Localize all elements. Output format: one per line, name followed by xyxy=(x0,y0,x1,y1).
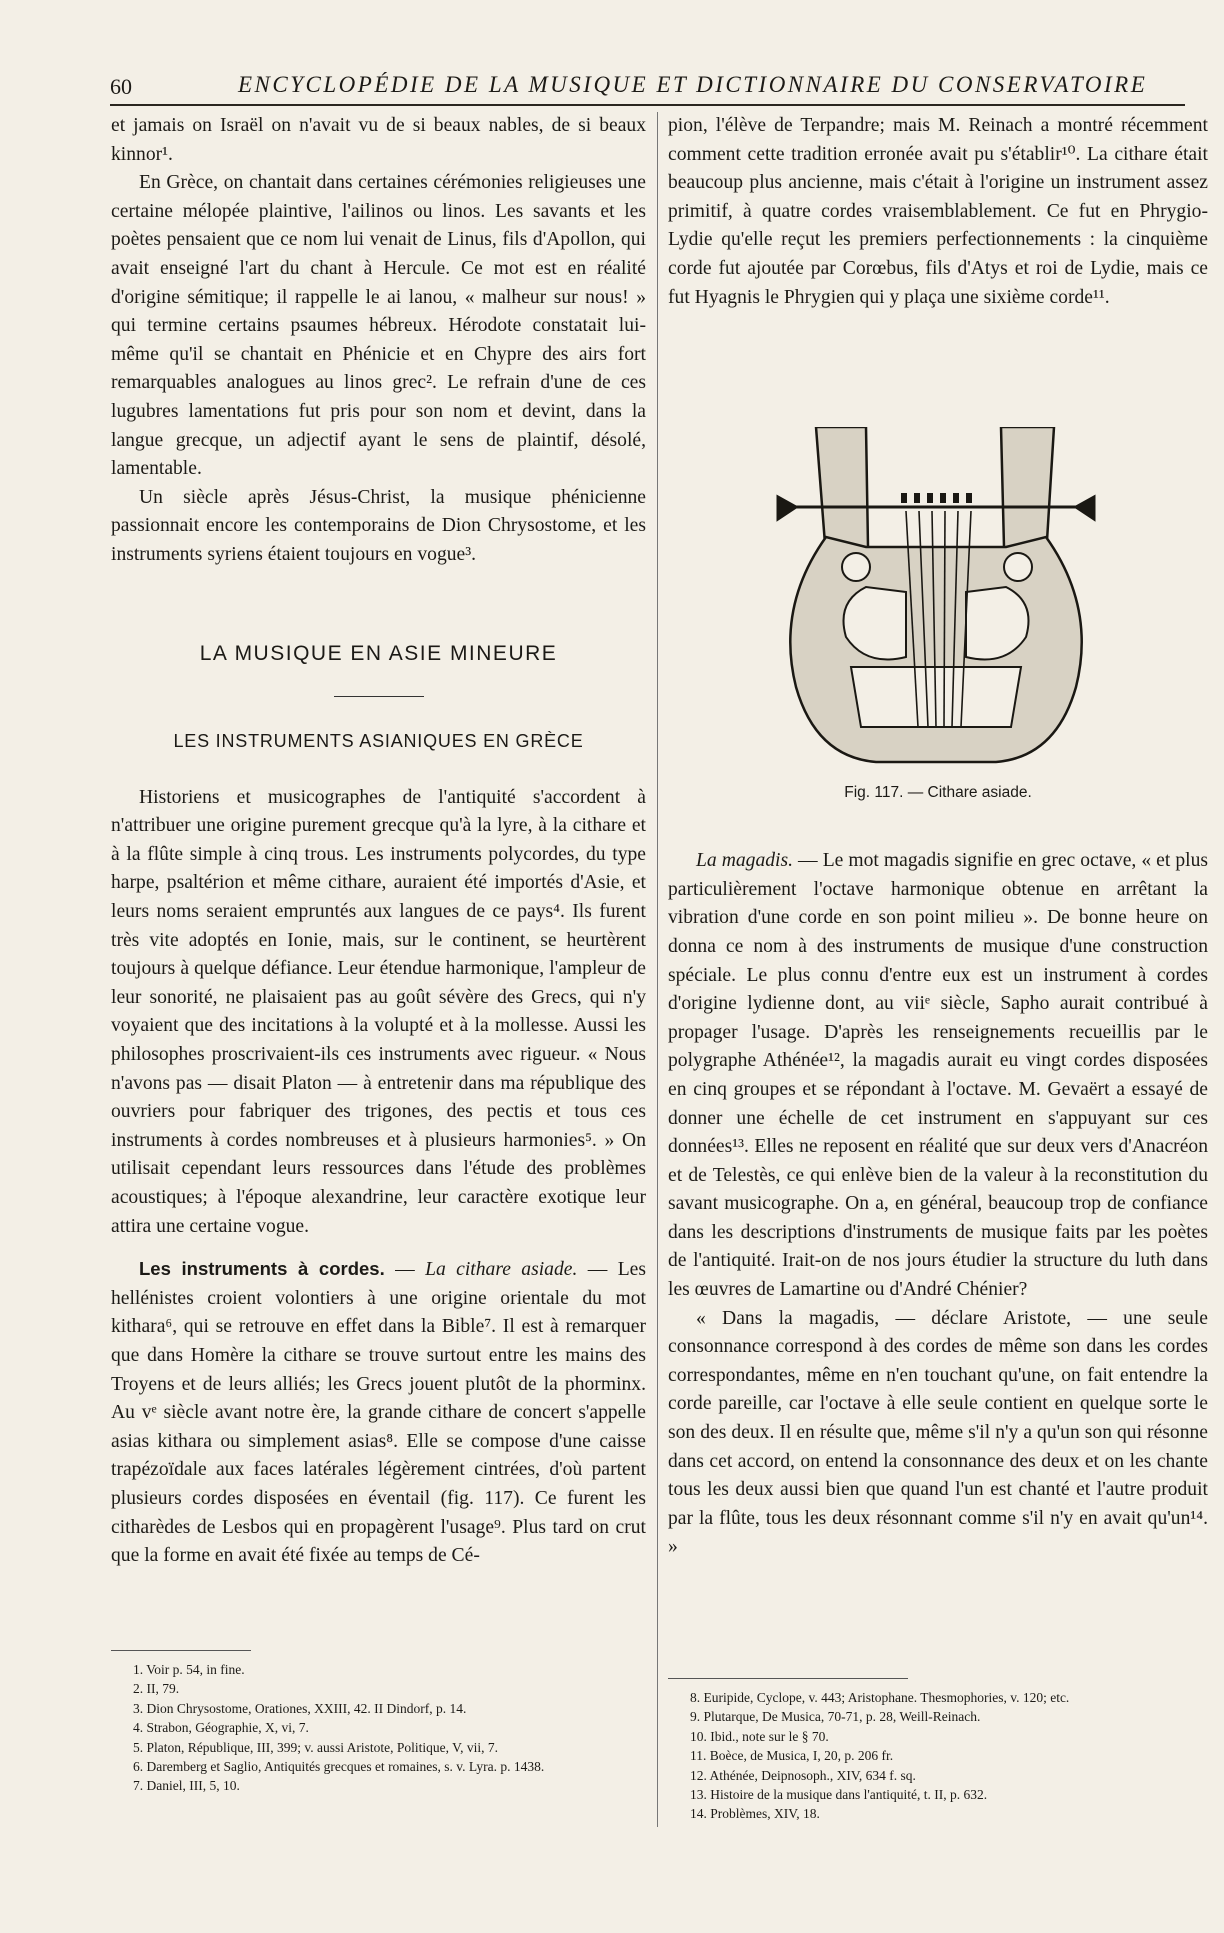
footnote: 11. Boèce, de Musica, I, 20, p. 206 fr. xyxy=(690,1748,894,1764)
footnote: 9. Plutarque, De Musica, 70-71, p. 28, Weill-Reinach. xyxy=(690,1709,981,1725)
left-column xyxy=(111,112,646,1571)
page-number: 60 xyxy=(110,74,132,99)
right-column xyxy=(668,112,1208,1562)
paragraph-cithare: Les instruments à cordes. — La cithare asiade. — Les hellénistes croient volontiers à une origine orientale du mot kithara⁶, qui se retrouve en effet dans la Bible⁷. Il est à remarquer que dans Homère la cithare se trouve surtout entre les mains des Troyens et de leurs alliés; les Grecs jouent plutôt de la phorminx. Au vᵉ siècle avant notre ère, la grande cithare de concert s'appelle asias kithara ou simplement asias⁸. Elle se compose d'une caisse trapézoïdale aux faces latérales légèrement cintrées, d'où partent plusieurs cordes disposées en éventail (fig. 117). Ce furent les citharèdes de Lesbos qui en propagèrent l'usage⁹. Plus tard on crut que la forme en avait été fixée au temps de Cé- xyxy=(111,1258,647,1567)
paragraph-subheading: La cithare asiade. xyxy=(425,1259,578,1281)
paragraph-lead: La magadis. xyxy=(696,850,794,872)
footnote: 4. Strabon, Géographie, X, vi, 7. xyxy=(133,1720,309,1736)
paragraph: pion, l'élève de Terpandre; mais M. Reinach a montré récemment comment cette tradition erronée avait pu s'établir¹⁰. La cithare était beaucoup plus ancienne, mais c'était à l'origine un instrument assez primitif, à quatre cordes vraisemblablement. Ce fut en Phrygio-Lydie qu'elle reçut les premiers perfectionnements : la cinquième corde fut ajoutée par Corœbus, fils d'Atys et roi de Lydie, mais ce fut Hyagnis le Phrygien qui y plaça une sixième corde¹¹. xyxy=(668,115,1208,308)
footnote: 13. Histoire de la musique dans l'antiquité, t. II, p. 632. xyxy=(690,1787,988,1803)
section-title: LA MUSIQUE EN ASIE MINEURE xyxy=(199,641,558,665)
footnote-rule xyxy=(111,1650,251,1651)
footnote-rule xyxy=(668,1678,908,1679)
cithara-illustration xyxy=(756,427,1116,777)
paragraph-body: Le mot magadis signifie en grec octave, « et plus particulièrement l'octave harmonique obtenue en arrêtant la vibration d'une corde en son point milieu ». De bonne heure on donna ce nom à des instruments de musique d'une construction spéciale. Le plus connu d'entre eux est un instrument à cordes d'origine lydienne dont, au viiᵉ siècle, Sapho aurait contribué à propager l'usage. D'après les renseignements recueillis par le polygraphe Athénée¹², la magadis aurait eu vingt cordes disposées en cinq groupes et se répondant à l'octave. M. Gevaërt a essayé de donner une échelle de cet instrument en s'appuyant sur ces données¹³. Elles ne reposent en réalité que sur deux vers d'Anacréon et de Telestès, ce qui enlève bien de la valeur à la reconstitution du savant musicographe. On a, en général, beaucoup trop de confiance dans les descriptions d'instruments de musique faits par les poètes de l'antiquité. Irait-on de nos jours étudier la structure du luth dans les œuvres de Lamartine ou d'André Chénier? xyxy=(668,850,1208,1301)
footnote: 3. Dion Chrysostome, Orationes, XXIII, 42. II Dindorf, p. 14. xyxy=(133,1700,467,1716)
column-divider xyxy=(657,112,658,1827)
section-rule xyxy=(334,696,424,697)
subsection-title: LES INSTRUMENTS ASIANIQUES EN GRÈCE xyxy=(173,731,584,752)
paragraph: et jamais on Israël on n'avait vu de si beaux nables, de si beaux kinnor¹. xyxy=(111,115,646,165)
paragraph-body: Les hellénistes croient volontiers à une origine orientale du mot kithara⁶, qui se retrouve en effet dans la Bible⁷. Il est à remarquer que dans Homère la cithare se trouve surtout entre les mains des Troyens et de leurs alliés; les Grecs jouent plutôt de la phorminx. Au vᵉ siècle avant notre ère, la grande cithare de concert s'appelle asias kithara ou simplement asias⁸. Elle se compose d'une caisse trapézoïdale aux faces latérales légèrement cintrées, d'où partent plusieurs cordes disposées en éventail (fig. 117). Ce furent les citharèdes de Lesbos qui en propagèrent l'usage⁹. Plus tard on crut que la forme en avait été fixée au temps de Cé- xyxy=(111,1259,647,1567)
footnote: 8. Euripide, Cyclope, v. 443; Aristophane. Thesmophories, v. 120; etc. xyxy=(690,1690,1070,1705)
figure-117 xyxy=(668,317,1208,847)
paragraph-magadis: La magadis. — Le mot magadis signifie en grec octave, « et plus particulièrement l'octave harmonique obtenue en arrêtant la vibration d'une corde en son point milieu ». De bonne heure on donna ce nom à des instruments de musique d'une construction spéciale. Le plus connu d'entre eux est un instrument à cordes d'origine lydienne dont, au viiᵉ siècle, Sapho aurait contribué à propager l'usage. D'après les renseignements recueillis par le polygraphe Athénée¹², la magadis aurait eu vingt cordes disposées en cinq groupes et se répondant à l'octave. M. Gevaërt a essayé de donner une échelle de cet instrument en s'appuyant sur ces données¹³. Elles ne reposent en réalité que sur deux vers d'Anacréon et de Telestès, ce qui enlève bien de la valeur à la reconstitution du savant musicographe. On a, en général, beaucoup trop de confiance dans les descriptions d'instruments de musique faits par les poètes de l'antiquité. Irait-on de nos jours étudier la structure du luth dans les œuvres de Lamartine ou d'André Chénier? xyxy=(668,850,1208,1301)
footnote: 12. Athénée, Deipnosoph., XIV, 634 f. sq. xyxy=(690,1767,916,1783)
footnote: 7. Daniel, III, 5, 10. xyxy=(133,1778,240,1794)
running-head-title: ENCYCLOPÉDIE DE LA MUSIQUE ET DICTIONNAIRE DU CONSERVATOIRE xyxy=(238,72,1148,97)
paragraph: En Grèce, on chantait dans certaines cérémonies religieuses une certaine mélopée plaintive, l'ailinos ou linos. Les savants et les poètes pensaient que ce nom lui venait de Linus, fils d'Apollon, qui avait enseigné l'art du chant à Hercule. Ce mot est en réalité d'origine sémitique; il rappelle le ai lanou, « malheur sur nous! » qui termine certains psaumes hébreux. Hérodote constatait lui-même qu'il se chantait en Phénicie et en Chypre des airs fort remarquables analogues au linos grec². Le refrain d'une de ces lugubres lamentations fut pris pour son nom et devint, dans la langue grecque, un adjectif ayant le sens de plaintif, désolé, lamentable. xyxy=(111,172,646,480)
paragraph: « Dans la magadis, — déclare Aristote, — une seule consonnance correspond à des cordes de même son dans les cordes correspondantes, même en n'en touchant qu'une, on fait entendre la corde pareille, car l'octave à elle seule contient en quelque sorte le son des deux. Il en résulte que, même s'il n'y a qu'un son qui résonne dans cet accord, on entend la consonnance des deux et on les chante tous les deux aussi bien que quand l'un est chanté et l'autre produit par la flûte, tous les deux résonnant comme s'il n'y en avait qu'un¹⁴. » xyxy=(668,1307,1208,1558)
footnote: 5. Platon, République, III, 399; v. aussi Aristote, Politique, V, vii, 7. xyxy=(133,1739,498,1755)
footnotes-right xyxy=(668,1688,1208,1824)
footnote: 10. Ibid., note sur le § 70. xyxy=(690,1728,829,1744)
footnote: 2. II, 79. xyxy=(133,1681,180,1697)
footnotes-left xyxy=(111,1660,646,1796)
running-head xyxy=(110,70,1185,106)
footnote: 6. Daremberg et Saglio, Antiquités grecques et romaines, s. v. Lyra. p. 1438. xyxy=(133,1759,545,1775)
footnote: 1. Voir p. 54, in fine. xyxy=(133,1662,245,1677)
footnote: 14. Problèmes, XIV, 18. xyxy=(690,1806,820,1822)
paragraph: Historiens et musicographes de l'antiquité s'accordent à n'attribuer une origine purement grecque qu'à la lyre, à la cithare et à la flûte simple à cinq trous. Les instruments polycordes, du type harpe, psaltérion et même cithare, auraient été importés d'Asie, et leurs noms seraient empruntés aux langues de ce pays⁴. Ils furent très vite adoptés en Ionie, mais, sur le continent, se heurtèrent toujours à quelque défiance. Leur étendue harmonique, l'ampleur de leur sonorité, ne plaisaient pas au goût sévère des Grecs, qui n'y voyaient que des incitations à la volupté et à la mollesse. Aussi les philosophes proscrivaient-ils ces instruments avec rigueur. « Nous n'avons pas — disait Platon — à entretenir dans ma république des ouvriers pour fabriquer des trigones, des pectis et tous ces instruments à cordes nombreuses et à plusieurs harmonies⁵. » On utilisait cependant leurs ressources dans l'étude des problèmes acoustiques; à l'époque alexandrine, leur caractère exotique leur attira une certaine vogue. xyxy=(111,786,646,1237)
paragraph-heading: Les instruments à cordes. xyxy=(139,1258,385,1280)
figure-caption: Fig. 117. — Cithare asiade. xyxy=(844,784,1032,802)
paragraph: Un siècle après Jésus-Christ, la musique phénicienne passionnait encore les contemporains de Dion Chrysostome, et les instruments syriens étaient toujours en vogue³. xyxy=(111,486,646,565)
